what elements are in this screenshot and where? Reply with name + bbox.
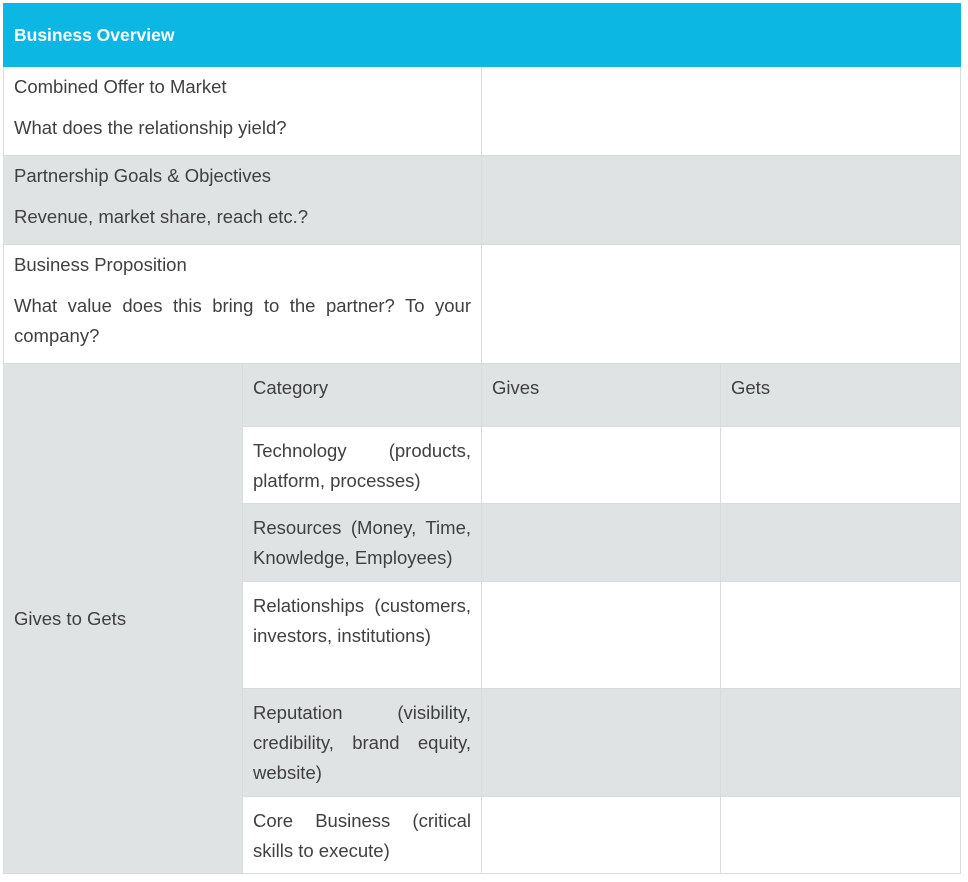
column-header-gives: Gives — [482, 364, 721, 427]
category-cell: Relationships (customers, investors, institutions) — [243, 582, 482, 689]
column-header-category: Category — [243, 364, 482, 427]
section-row-goals — [4, 156, 961, 245]
section-label-cell — [4, 245, 482, 364]
section-row-proposition — [4, 245, 961, 364]
column-header-gets: Gets — [721, 364, 961, 427]
category-cell: Core Business (critical skills to execute) — [243, 797, 482, 874]
gives-cell[interactable] — [482, 427, 721, 504]
section-label: Partnership Goals & Objectives — [14, 165, 272, 186]
gives-gets-header-row — [4, 364, 961, 427]
category-cell: Reputation (visibility, credibility, brand equity, website) — [243, 689, 482, 797]
gives-cell[interactable] — [482, 504, 721, 582]
section-label-cell — [4, 67, 482, 156]
section-question: What value does this bring to the partner? To your company? — [14, 295, 471, 346]
gives-cell[interactable] — [482, 689, 721, 797]
gives-cell[interactable] — [482, 582, 721, 689]
section-answer-cell[interactable] — [482, 245, 961, 364]
section-label: Business Proposition — [14, 254, 187, 275]
section-answer-cell[interactable] — [482, 156, 961, 245]
gives-cell[interactable] — [482, 797, 721, 874]
section-question: What does the relationship yield? — [14, 117, 287, 138]
gets-cell[interactable] — [721, 427, 961, 504]
section-answer-cell[interactable] — [482, 67, 961, 156]
section-question: Revenue, market share, reach etc.? — [14, 206, 309, 227]
business-overview-table — [3, 3, 961, 874]
gets-cell[interactable] — [721, 797, 961, 874]
gives-to-gets-label: Gives to Gets — [4, 364, 243, 874]
header-title: Business Overview — [4, 4, 482, 67]
gets-cell[interactable] — [721, 504, 961, 582]
category-cell: Resources (Money, Time, Knowledge, Employees) — [243, 504, 482, 582]
gets-cell[interactable] — [721, 689, 961, 797]
header-value-cell — [482, 4, 961, 67]
section-label: Combined Offer to Market — [14, 76, 227, 97]
gets-cell[interactable] — [721, 582, 961, 689]
section-label-cell — [4, 156, 482, 245]
section-row-offer — [4, 67, 961, 156]
category-cell: Technology (products, platform, processes) — [243, 427, 482, 504]
header-row — [4, 4, 961, 67]
